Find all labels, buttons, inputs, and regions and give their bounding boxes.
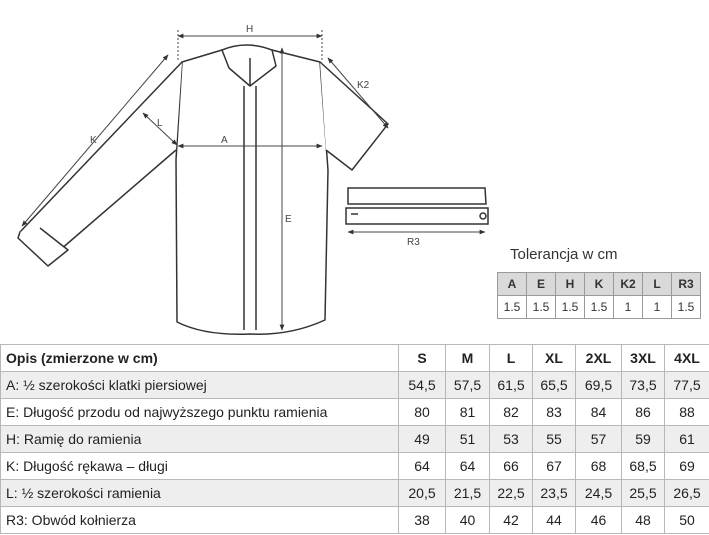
table-cell: 65,5 — [533, 372, 576, 399]
tolerance-value-row — [498, 296, 701, 319]
table-cell: 51 — [446, 426, 490, 453]
row-label: R3: Obwód kołnierza — [1, 507, 399, 534]
table-cell: 46 — [576, 507, 622, 534]
table-cell: 83 — [533, 399, 576, 426]
tolerance-value-cell: 1.5 — [527, 296, 556, 319]
table-row — [1, 507, 709, 534]
header-size: L — [490, 345, 533, 372]
header-size: XL — [533, 345, 576, 372]
tolerance-value-cell: 1.5 — [672, 296, 701, 319]
table-cell: 20,5 — [399, 480, 446, 507]
header-size: 4XL — [665, 345, 709, 372]
table-cell: 40 — [446, 507, 490, 534]
table-row — [1, 453, 709, 480]
row-label: E: Długość przodu od najwyższego punktu ramienia — [1, 399, 399, 426]
dim-label-a: A — [221, 135, 228, 146]
size-table-header-row — [1, 345, 709, 372]
table-cell: 61 — [665, 426, 709, 453]
size-table — [0, 344, 709, 534]
table-cell: 57 — [576, 426, 622, 453]
table-cell: 86 — [622, 399, 665, 426]
header-size: M — [446, 345, 490, 372]
table-cell: 69 — [665, 453, 709, 480]
row-label: H: Ramię do ramienia — [1, 426, 399, 453]
table-cell: 53 — [490, 426, 533, 453]
row-label: L: ½ szerokości ramienia — [1, 480, 399, 507]
dim-label-l: L — [157, 118, 163, 129]
header-size: S — [399, 345, 446, 372]
dim-label-k2: K2 — [357, 80, 370, 91]
table-cell: 88 — [665, 399, 709, 426]
tolerance-header-cell: L — [643, 273, 672, 296]
table-cell: 68 — [576, 453, 622, 480]
table-cell: 54,5 — [399, 372, 446, 399]
table-cell: 67 — [533, 453, 576, 480]
table-cell: 38 — [399, 507, 446, 534]
table-row — [1, 480, 709, 507]
tolerance-value-cell: 1 — [614, 296, 643, 319]
shirt-outline — [18, 45, 388, 334]
table-row — [1, 372, 709, 399]
table-cell: 64 — [399, 453, 446, 480]
tolerance-value-cell: 1 — [643, 296, 672, 319]
table-cell: 64 — [446, 453, 490, 480]
dim-label-h: H — [246, 24, 254, 35]
table-cell: 61,5 — [490, 372, 533, 399]
tolerance-header-cell: K — [585, 273, 614, 296]
header-size: 3XL — [622, 345, 665, 372]
table-cell: 73,5 — [622, 372, 665, 399]
table-cell: 26,5 — [665, 480, 709, 507]
table-cell: 24,5 — [576, 480, 622, 507]
table-cell: 22,5 — [490, 480, 533, 507]
tolerance-header-cell: K2 — [614, 273, 643, 296]
table-cell: 57,5 — [446, 372, 490, 399]
tolerance-value-cell: 1.5 — [585, 296, 614, 319]
table-cell: 59 — [622, 426, 665, 453]
table-cell: 66 — [490, 453, 533, 480]
dim-label-e: E — [285, 214, 292, 225]
table-cell: 84 — [576, 399, 622, 426]
table-cell: 42 — [490, 507, 533, 534]
tolerance-title: Tolerancja w cm — [510, 246, 618, 263]
table-cell: 49 — [399, 426, 446, 453]
table-cell: 81 — [446, 399, 490, 426]
table-cell: 50 — [665, 507, 709, 534]
table-row — [1, 426, 709, 453]
table-cell: 55 — [533, 426, 576, 453]
row-label: A: ½ szerokości klatki piersiowej — [1, 372, 399, 399]
table-cell: 44 — [533, 507, 576, 534]
table-cell: 25,5 — [622, 480, 665, 507]
table-row — [1, 399, 709, 426]
table-cell: 21,5 — [446, 480, 490, 507]
tolerance-value-cell: 1.5 — [498, 296, 527, 319]
header-description: Opis (zmierzone w cm) — [1, 345, 399, 372]
header-size: 2XL — [576, 345, 622, 372]
tolerance-header-cell: H — [556, 273, 585, 296]
table-cell: 77,5 — [665, 372, 709, 399]
dim-label-r3: R3 — [407, 237, 420, 248]
tolerance-value-cell: 1.5 — [556, 296, 585, 319]
table-cell: 48 — [622, 507, 665, 534]
tolerance-header-row — [498, 273, 701, 296]
dim-label-k: K — [90, 135, 97, 146]
row-label: K: Długość rękawa – długi — [1, 453, 399, 480]
table-cell: 82 — [490, 399, 533, 426]
tolerance-table — [497, 272, 701, 319]
tolerance-header-cell: A — [498, 273, 527, 296]
table-cell: 80 — [399, 399, 446, 426]
table-cell: 69,5 — [576, 372, 622, 399]
collar-detail — [346, 188, 488, 224]
tolerance-header-cell: R3 — [672, 273, 701, 296]
table-cell: 23,5 — [533, 480, 576, 507]
tolerance-header-cell: E — [527, 273, 556, 296]
table-cell: 68,5 — [622, 453, 665, 480]
